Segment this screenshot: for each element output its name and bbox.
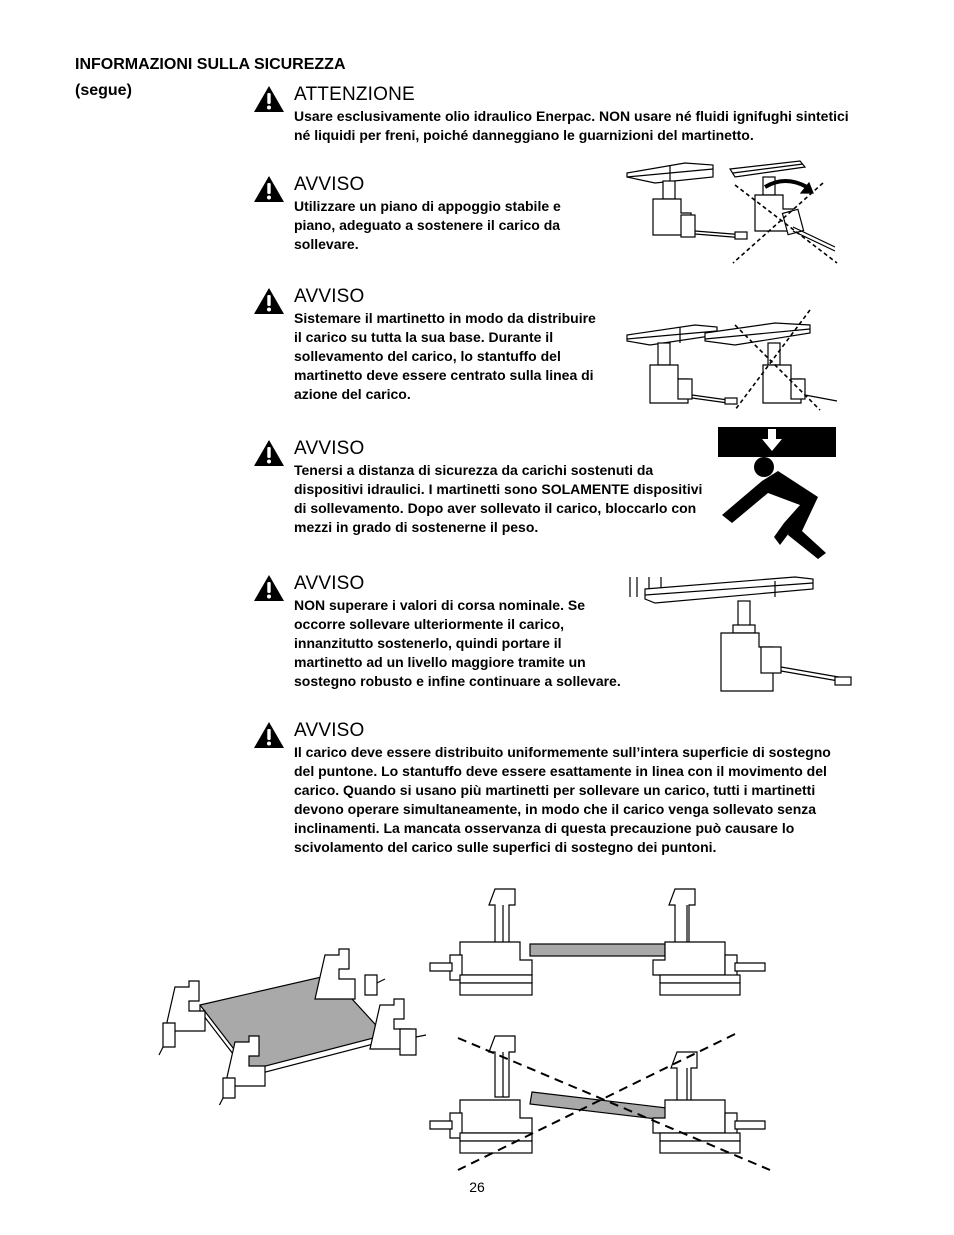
warning-text: Tenersi a distanza di sicurezza da carichi sostenuti da dispositivi idraulici. I martinetti sono SOLAMENTE dispositivi di sollevamento. Dopo aver sollevato il carico, bloccarlo con mezzi in grado di sostenerne il peso. xyxy=(294,462,703,535)
crush-hazard-pictogram xyxy=(718,427,838,559)
correct-alignment-illustration xyxy=(425,887,775,1002)
warning-text: NON superare i valori di corsa nominale. Se occorre sollevare ulteriormente il carico, innanzitutto sostenerlo, quindi portare il martinetto ad un livello maggiore tramite un sostegno robusto e infine continuare a sollevare. xyxy=(294,597,621,689)
section-heading: INFORMAZIONI SULLA SICUREZZA xyxy=(75,56,346,73)
caution-title: ATTENZIONE xyxy=(294,84,415,105)
four-jack-plate-illustration xyxy=(155,945,435,1105)
warning-triangle-icon xyxy=(253,574,285,602)
warning-text: Utilizzare un piano di appoggio stabile e piano, adeguato a sostenere il carico da sollevare. xyxy=(294,198,561,252)
center-load-illustration xyxy=(625,305,840,415)
warning-triangle-icon xyxy=(253,287,285,315)
warning-text: Sistemare il martinetto in modo da distribuire il carico su tutta la sua base. Durante il sollevamento del carico, lo stantuffo del martinetto deve essere centrato sulla linea di azione del carico. xyxy=(294,310,596,402)
stroke-limit-illustration xyxy=(625,567,860,697)
stable-base-illustration xyxy=(625,155,840,265)
incorrect-alignment-illustration xyxy=(425,1030,775,1175)
warning-title: AVVISO xyxy=(294,286,365,307)
warning-title: AVVISO xyxy=(294,720,365,741)
warning-title: AVVISO xyxy=(294,174,365,195)
caution-text: Usare esclusivamente olio idraulico Enerpac. NON usare né fluidi ignifughi sintetici né liquidi per freni, poiché danneggiano le guarnizioni del martinetto. xyxy=(294,108,849,143)
page-number: 26 xyxy=(469,1179,485,1195)
warning-title: AVVISO xyxy=(294,573,365,594)
section-heading-continued: (segue) xyxy=(75,82,132,99)
warning-triangle-icon xyxy=(253,439,285,467)
warning-triangle-icon xyxy=(253,721,285,749)
warning-title: AVVISO xyxy=(294,438,365,459)
warning-triangle-icon xyxy=(253,175,285,203)
warning-text: Il carico deve essere distribuito uniformemente sull’intera superficie di sostegno del puntone. Lo stantuffo deve essere esattamente in linea con il movimento del carico. Quando si usano più martinetti per sollevare un carico, tutti i martinetti devono operare simultaneamente, in modo che il carico venga sollevato senza inclinamenti. La mancata osservanza di questa precauzione può causare lo scivolamento del carico sulle superfici di sostegno dei puntoni. xyxy=(294,744,831,855)
warning-triangle-icon xyxy=(253,85,285,113)
